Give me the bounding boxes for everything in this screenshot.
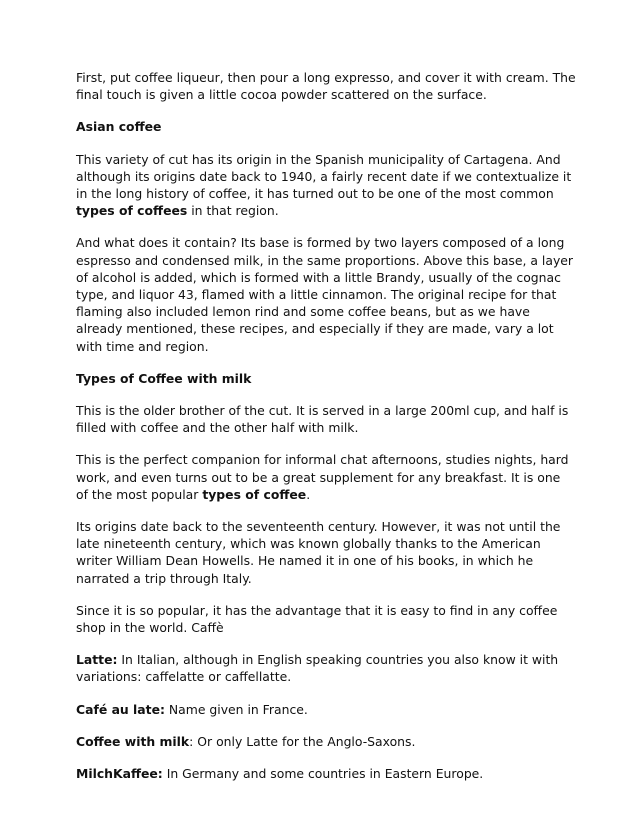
label-coffee-with-milk: Coffee with milk <box>76 733 190 749</box>
paragraph-milchkaffee <box>76 765 576 782</box>
heading-asian-coffee: Asian coffee <box>76 119 162 135</box>
label-milchkaffee: MilchKaffee: <box>76 766 163 782</box>
paragraph-asian-origin <box>76 151 576 220</box>
paragraph-milk-popular: Since it is so popular, it has the advantage that it is easy to find in any coffee shop in the world. Caffè <box>76 602 558 636</box>
paragraph-asian-origin-text: This variety of cut has its origin in the Spanish municipality of Cartagena. And although its origins date back to 1940, a fairly recent date if we contextualize it in the long history of coffee, it has turned out to be one of the most common <box>76 151 572 202</box>
document-body <box>76 69 576 797</box>
paragraph-intro: First, put coffee liqueur, then pour a long expresso, and cover it with cream. The final touch is given a little cocoa powder scattered on the surface. <box>76 70 576 103</box>
text-coffee-with-milk: : Or only Latte for the Anglo-Saxons. <box>189 733 416 749</box>
text-cafe-au-late: Name given in France. <box>164 701 308 717</box>
paragraph-latte <box>76 651 576 685</box>
paragraph-milk-companion-text: This is the perfect companion for informal chat afternoons, studies nights, hard work, and even turns out to be a great supplement for any breakfast. It is one of the most popular <box>76 452 569 502</box>
paragraph-coffee-with-milk <box>76 733 576 750</box>
paragraph-milk-origins: Its origins date back to the seventeenth century. However, it was not until the late nineteenth century, which was known globally thanks to the American writer William Dean Howells. He named it in one of his books, in which he narrated a trip through Italy. <box>76 519 561 586</box>
bold-types-of-coffees: types of coffees <box>76 203 188 219</box>
paragraph-asian-origin-end: in that region. <box>187 203 279 219</box>
paragraph-asian-contents: And what does it contain? Its base is formed by two layers composed of a long espresso and condensed milk, in the same proportions. Above this base, a layer of alcohol is added, which is formed with a little Brandy, usually of the cognac type, and liquor 43, flamed with a little cinnamon. The original recipe for that flaming also included lemon rind and some coffee beans, but as we have already mentioned, these recipes, and especially if they are made, vary a lot with time and region. <box>76 235 574 354</box>
label-cafe-au-late: Café au late: <box>76 701 165 717</box>
paragraph-milk-companion-end: . <box>306 486 311 502</box>
paragraph-milk-companion <box>76 451 576 503</box>
bold-types-of-coffee: types of coffee <box>202 486 307 502</box>
text-latte: In Italian, although in English speaking countries you also know it with variations: caffelatte or caffellatte. <box>76 652 559 685</box>
label-latte: Latte: <box>76 652 118 668</box>
text-milchkaffee: In Germany and some countries in Eastern Europe. <box>162 766 484 782</box>
paragraph-milk-intro: This is the older brother of the cut. It is served in a large 200ml cup, and half is filled with coffee and the other half with milk. <box>76 403 569 436</box>
paragraph-cafe-au-late <box>76 701 576 718</box>
heading-coffee-with-milk: Types of Coffee with milk <box>76 370 252 386</box>
